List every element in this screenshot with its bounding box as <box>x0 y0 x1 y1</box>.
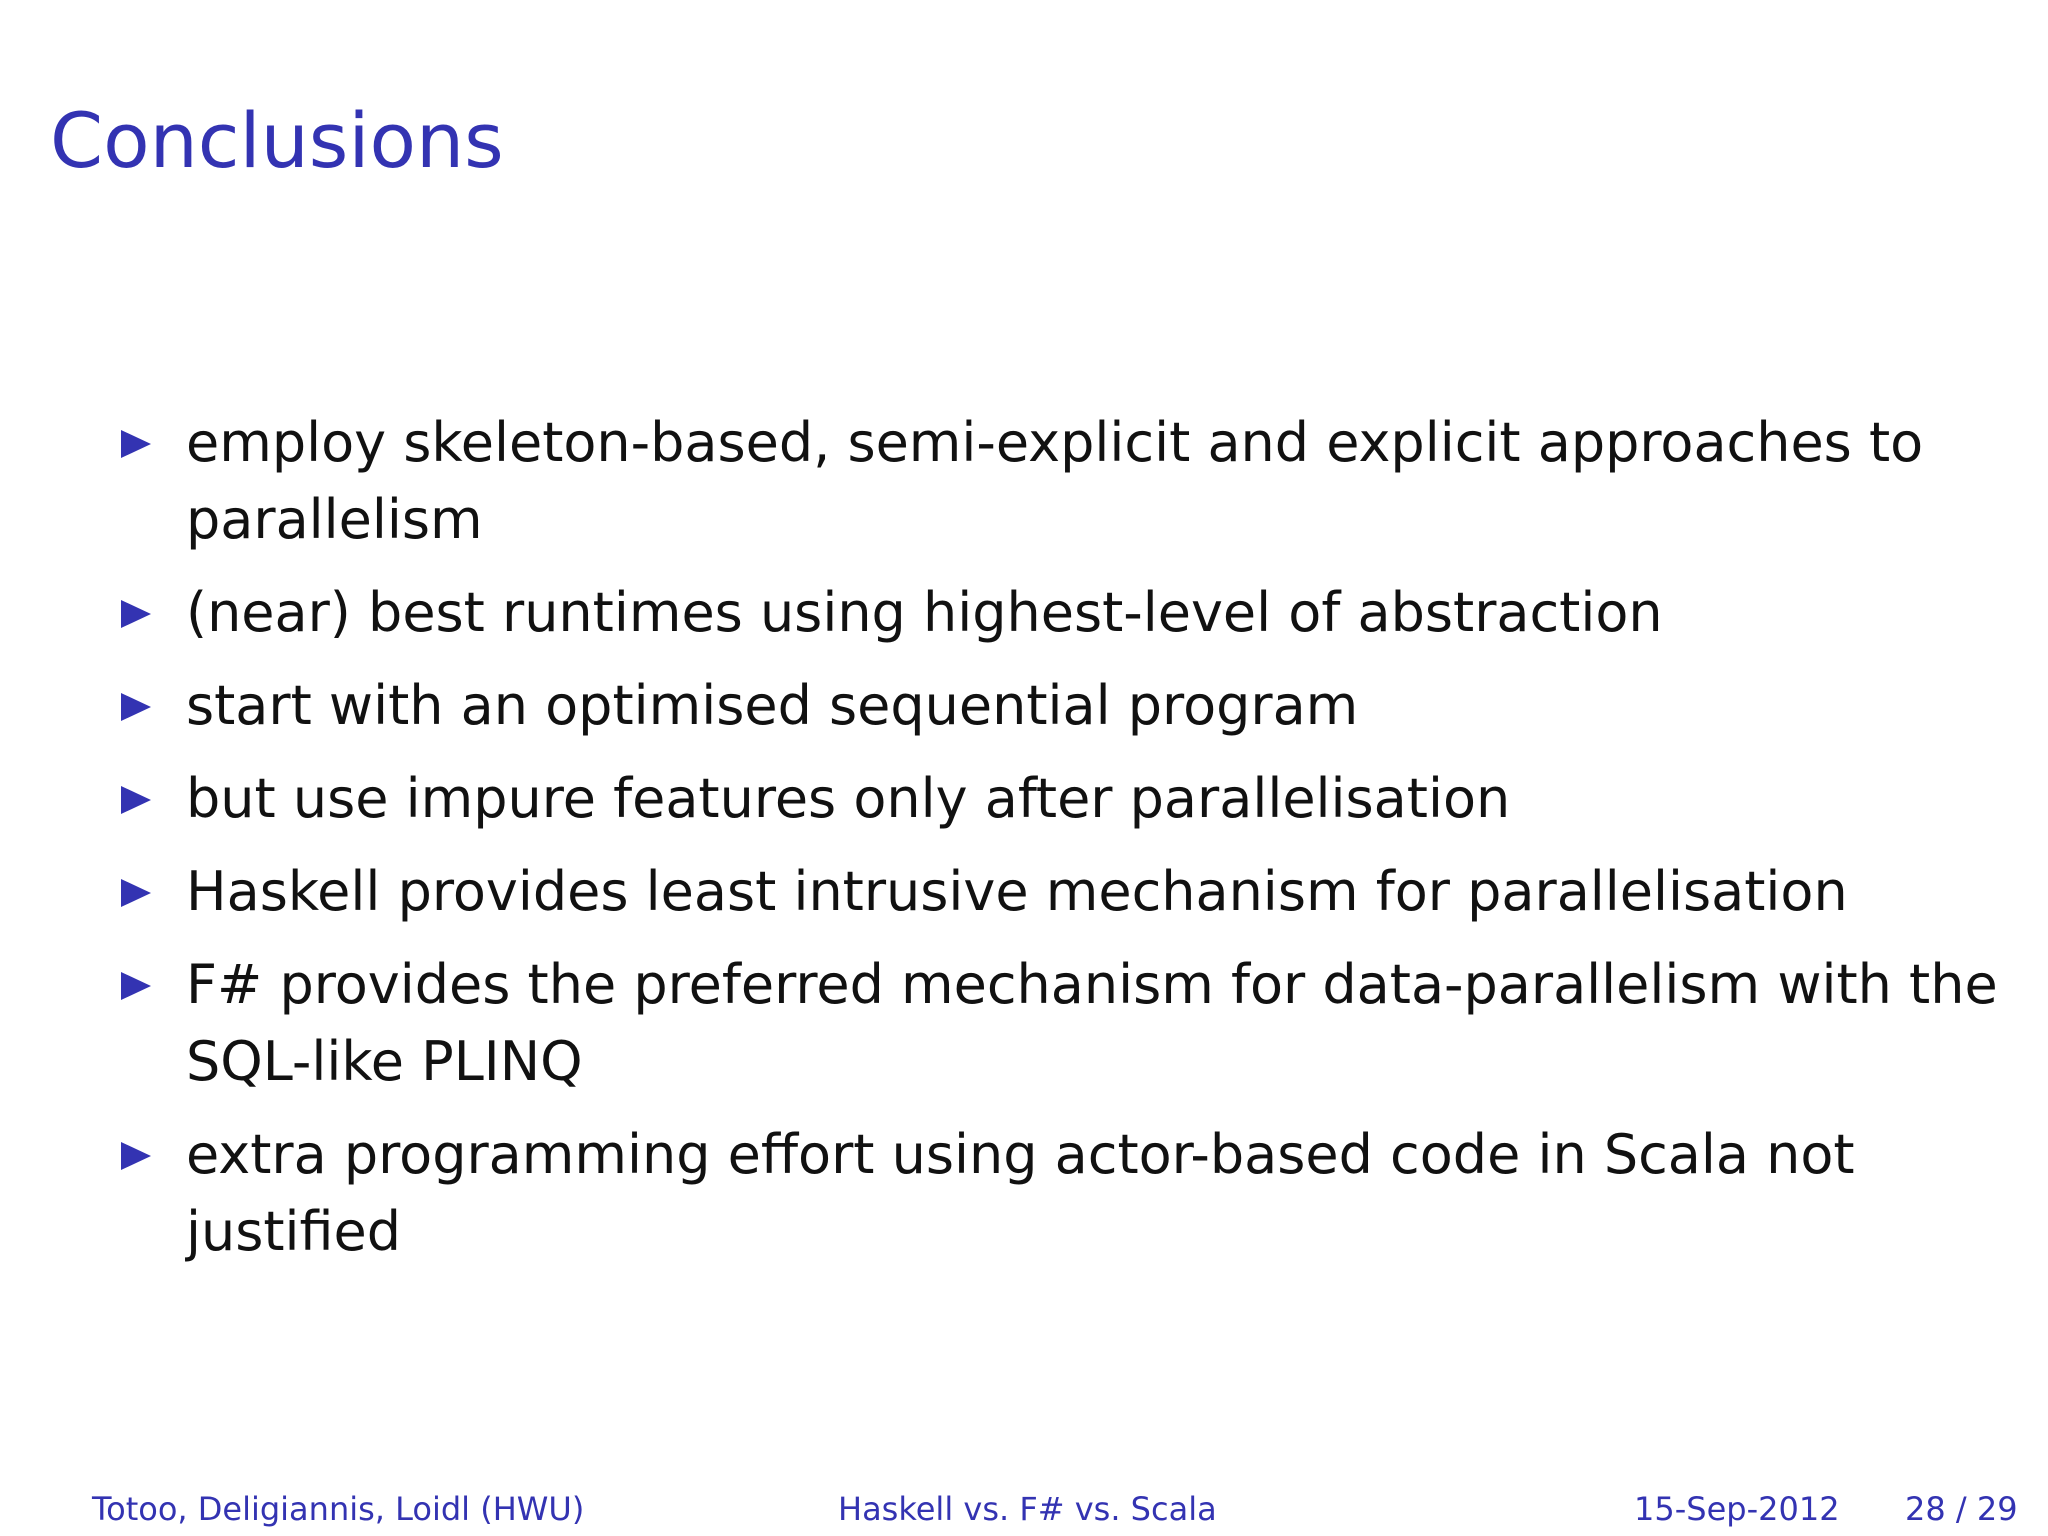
bullet-item <box>118 574 2018 651</box>
footer-authors: Totoo, Deligiannis, Loidl (HWU) <box>92 1490 585 1528</box>
bullet-text: (near) best runtimes using highest-level of abstraction <box>186 581 1663 644</box>
bullet-list <box>118 404 2018 1286</box>
slide-title: Conclusions <box>50 96 504 185</box>
bullet-item <box>118 853 2018 930</box>
triangle-bullet-icon <box>121 972 151 1000</box>
bullet-text: employ skeleton-based, semi-explicit and explicit approaches to parallelism <box>186 411 1924 551</box>
triangle-bullet-icon <box>121 1142 151 1170</box>
bullet-item <box>118 946 2018 1100</box>
bullet-item <box>118 667 2018 744</box>
triangle-bullet-icon <box>121 786 151 814</box>
triangle-bullet-icon <box>121 879 151 907</box>
triangle-bullet-icon <box>121 430 151 458</box>
bullet-item <box>118 1116 2018 1270</box>
footer-talk-title: Haskell vs. F# vs. Scala <box>838 1490 1217 1528</box>
bullet-item <box>118 404 2018 558</box>
triangle-bullet-icon <box>121 600 151 628</box>
bullet-text: but use impure features only after parallelisation <box>186 767 1511 830</box>
slide-footer <box>0 1490 2048 1530</box>
bullet-item <box>118 760 2018 837</box>
bullet-text: F# provides the preferred mechanism for data-parallelism with the SQL-like PLINQ <box>186 953 1998 1093</box>
bullet-text: Haskell provides least intrusive mechanism for parallelisation <box>186 860 1848 923</box>
footer-page-number: 28 / 29 <box>1905 1490 2018 1528</box>
triangle-bullet-icon <box>121 693 151 721</box>
footer-date: 15-Sep-2012 <box>1634 1490 1840 1528</box>
bullet-text: extra programming effort using actor-based code in Scala not justified <box>186 1123 1855 1263</box>
bullet-text: start with an optimised sequential program <box>186 674 1359 737</box>
